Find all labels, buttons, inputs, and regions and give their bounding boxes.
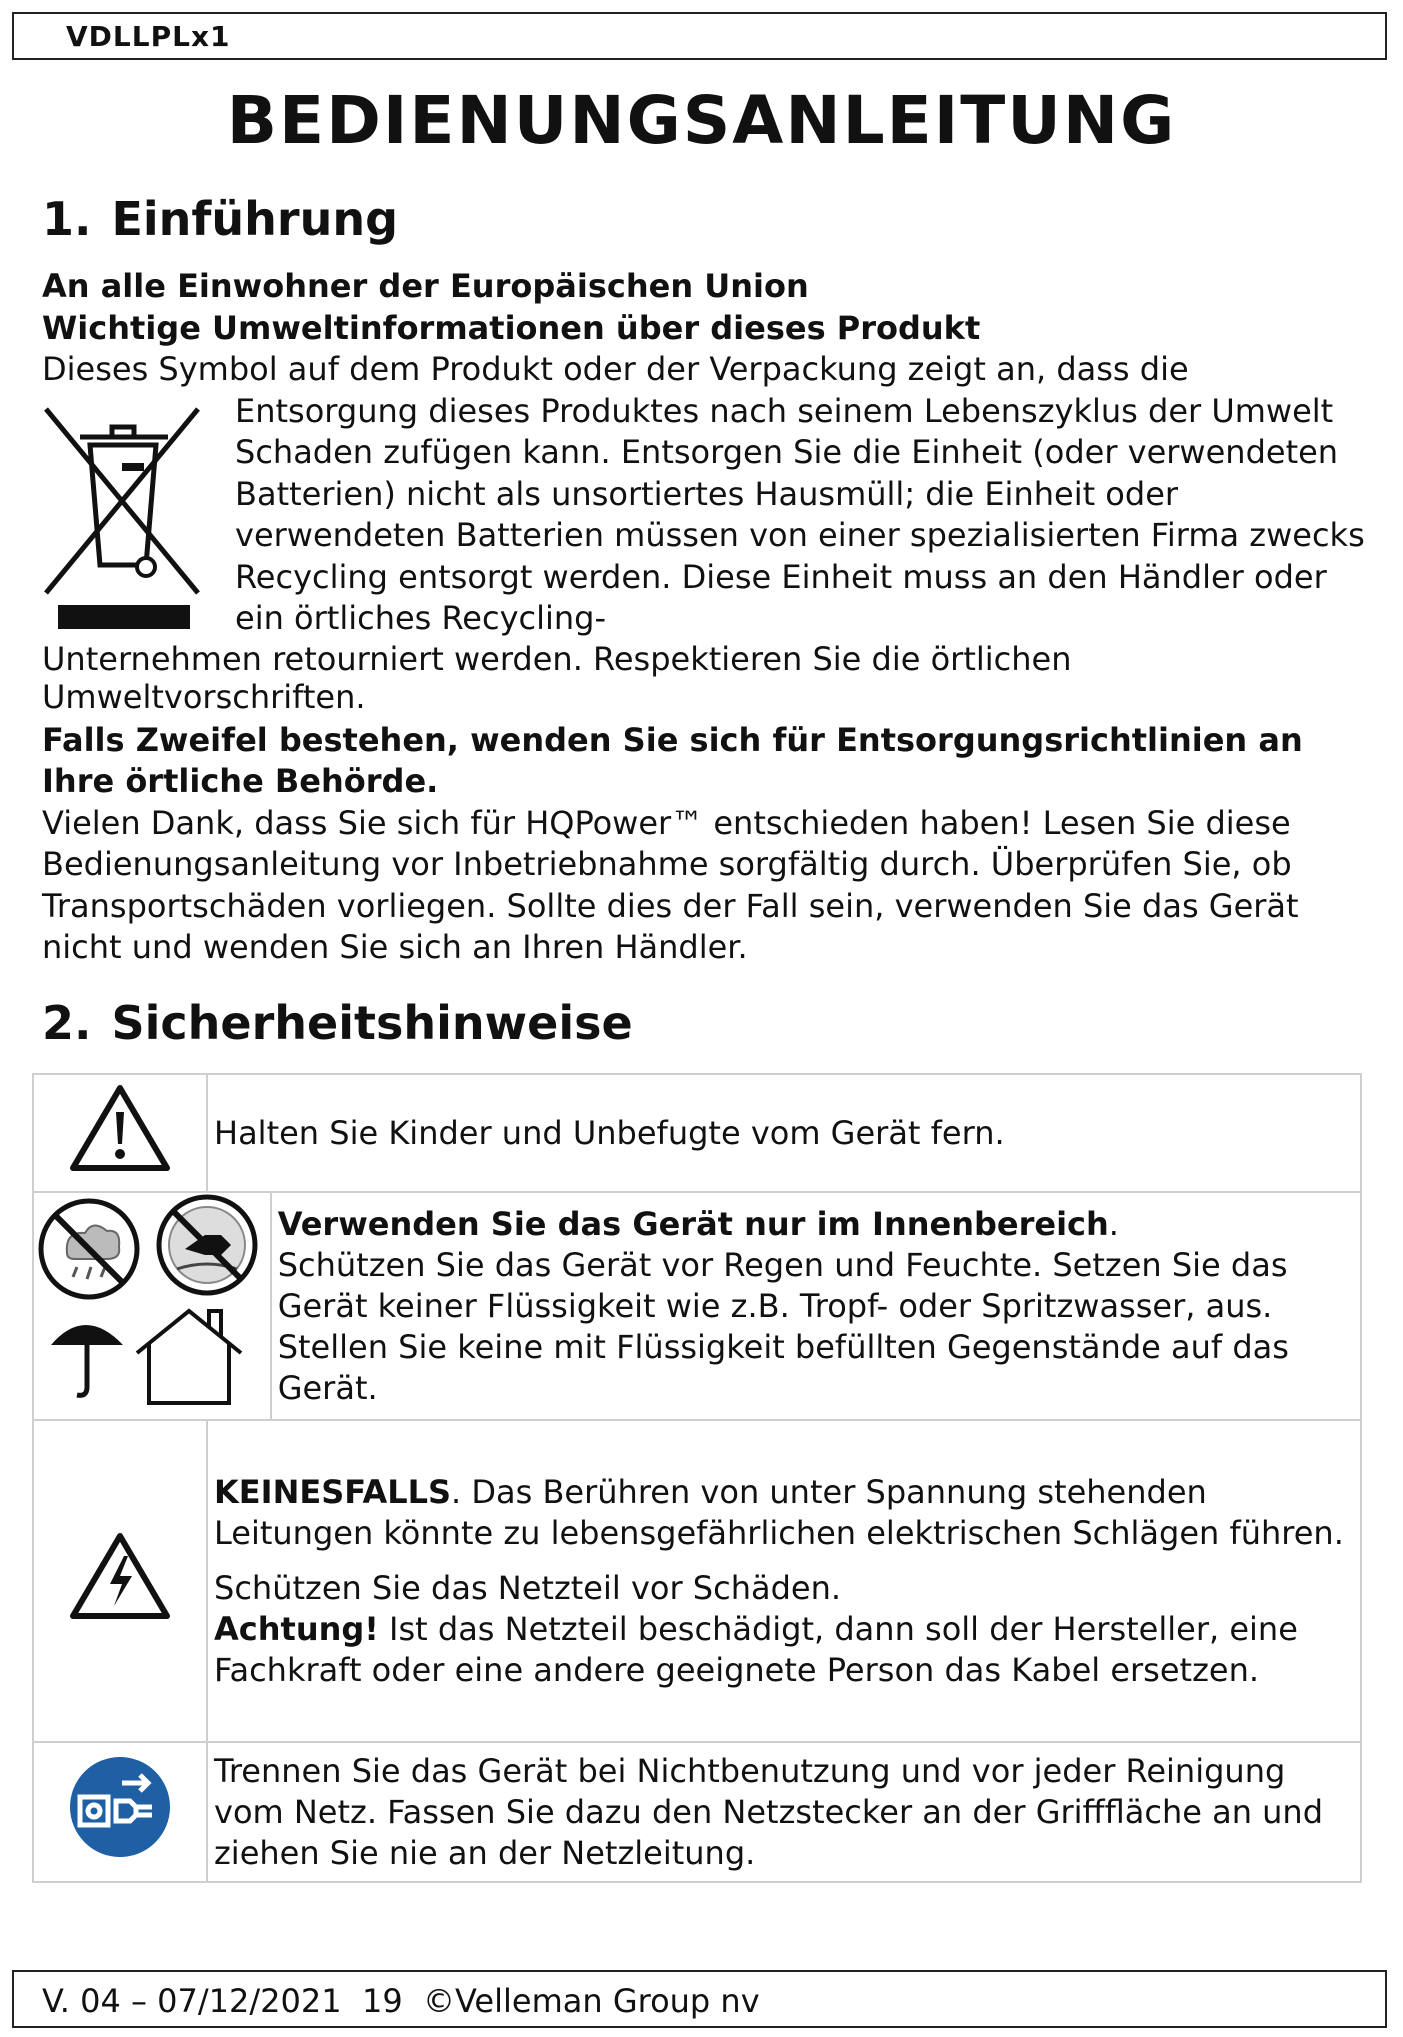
safety-row-electric <box>33 1420 1361 1742</box>
page-title: BEDIENUNGSANLEITUNG <box>226 82 1177 159</box>
weee-block <box>42 391 1365 640</box>
section2-heading <box>42 996 633 1050</box>
indoor-use-text: Schützen Sie das Gerät vor Regen und Feuchte. Setzen Sie das Gerät keiner Flüssigkeit wie z.B. Tropf- oder Spritzwasser, aus. Stellen Sie keine mit Flüssigkeit befüllten Gegenstände auf das Gerät. <box>277 1245 1289 1407</box>
section1-title: Einführung <box>111 192 399 246</box>
section2-title: Sicherheitshinweise <box>111 996 633 1050</box>
safety-text-cell <box>207 1420 1361 1742</box>
no-rain-icon <box>41 1201 137 1297</box>
electric-shock-text: . Das Berühren von unter Spannung stehenden Leitungen könnte zu lebensgefährlichen elektrischen Schlägen führen. <box>214 1472 1344 1552</box>
safety-text-cell <box>207 1742 1361 1882</box>
electric-shock-warning-icon <box>68 1530 172 1622</box>
safety-icon-cell <box>33 1192 271 1420</box>
crossed-bin-icon <box>42 397 202 629</box>
protect-adapter-text: Schützen Sie das Netzteil vor Schäden. <box>214 1568 842 1607</box>
eu-residents-heading: An alle Einwohner der Europäischen Union <box>42 267 809 305</box>
safety-row-children <box>33 1074 1361 1192</box>
safety-text-cell <box>207 1074 1361 1192</box>
never-heading: KEINESFALLS <box>214 1472 452 1511</box>
section1-heading <box>42 192 398 246</box>
unplug-text: Trennen Sie das Gerät bei Nichtbenutzung und vor jeder Reinigung vom Netz. Fassen Sie dazu den Netzstecker an der Grifffläche an und ziehen Sie nie an der Netzleitung. <box>214 1751 1324 1872</box>
indoor-use-icons <box>37 1193 267 1409</box>
indoor-use-heading: Verwenden Sie das Gerät nur im Innenbereich <box>277 1204 1109 1243</box>
safety-text-cell <box>271 1192 1361 1420</box>
warning-triangle-icon <box>68 1082 172 1174</box>
safety-table <box>32 1073 1362 1883</box>
house-icon <box>137 1311 241 1403</box>
section2-number: 2. <box>42 996 92 1050</box>
weee-return-text: Unternehmen retourniert werden. Respektieren Sie die örtlichen Umweltvorschriften. <box>42 639 1072 716</box>
doubt-notice: Falls Zweifel bestehen, wenden Sie sich für Entsorgungsrichtlinien an Ihre örtliche Behörde. <box>42 720 1303 800</box>
safety-row-indoor <box>33 1192 1361 1420</box>
weee-intro-line: Dieses Symbol auf dem Produkt oder der Verpackung zeigt an, dass die <box>42 350 1189 388</box>
children-warning-text: Halten Sie Kinder und Unbefugte vom Gerät fern. <box>214 1113 1005 1152</box>
environment-info-heading: Wichtige Umweltinformationen über dieses Produkt <box>42 308 981 347</box>
attention-label: Achtung! <box>214 1609 379 1648</box>
umbrella-icon <box>51 1325 123 1395</box>
thanks-text: Vielen Dank, dass Sie sich für HQPower™ entschieden haben! Lesen Sie diese Bedienungsanleitung vor Inbetriebnahme sorgfältig durch. Überprüfen Sie, ob Transportschäden vorliegen. Sollte dies der Fall sein, verwenden Sie das Gerät nicht und wenden Sie sich an Ihren Händler. <box>42 803 1299 966</box>
indoor-use-period: . <box>1108 1204 1119 1243</box>
safety-icon-cell <box>33 1074 207 1192</box>
header-box <box>12 12 1387 60</box>
damaged-adapter-text: Ist das Netzteil beschädigt, dann soll der Hersteller, eine Fachkraft oder eine andere geeignete Person das Kabel ersetzen. <box>214 1609 1298 1689</box>
safety-icon-cell <box>33 1742 207 1882</box>
no-water-plug-icon <box>159 1197 255 1293</box>
footer-text: V. 04 – 07/12/2021 19 ©Velleman Group nv <box>42 1982 760 2020</box>
footer-box <box>12 1970 1387 2028</box>
weee-text: Entsorgung dieses Produktes nach seinem Lebenszyklus der Umwelt Schaden zufügen kann. Entsorgen Sie die Einheit (oder verwendeten Batterien) nicht als unsortiertes Hausmüll; die Einheit oder verwendeten Batterien müssen von einer spezialisierten Firma zwecks Recycling entsorgt werden. Diese Einheit muss an den Händler oder ein örtliches Recycling- <box>235 391 1365 637</box>
section1-number: 1. <box>42 192 92 246</box>
product-code: VDLLPLx1 <box>66 20 231 53</box>
section1-body <box>42 266 1365 969</box>
safety-row-unplug <box>33 1742 1361 1882</box>
safety-icon-cell <box>33 1420 207 1742</box>
unplug-mandatory-icon <box>68 1755 172 1859</box>
